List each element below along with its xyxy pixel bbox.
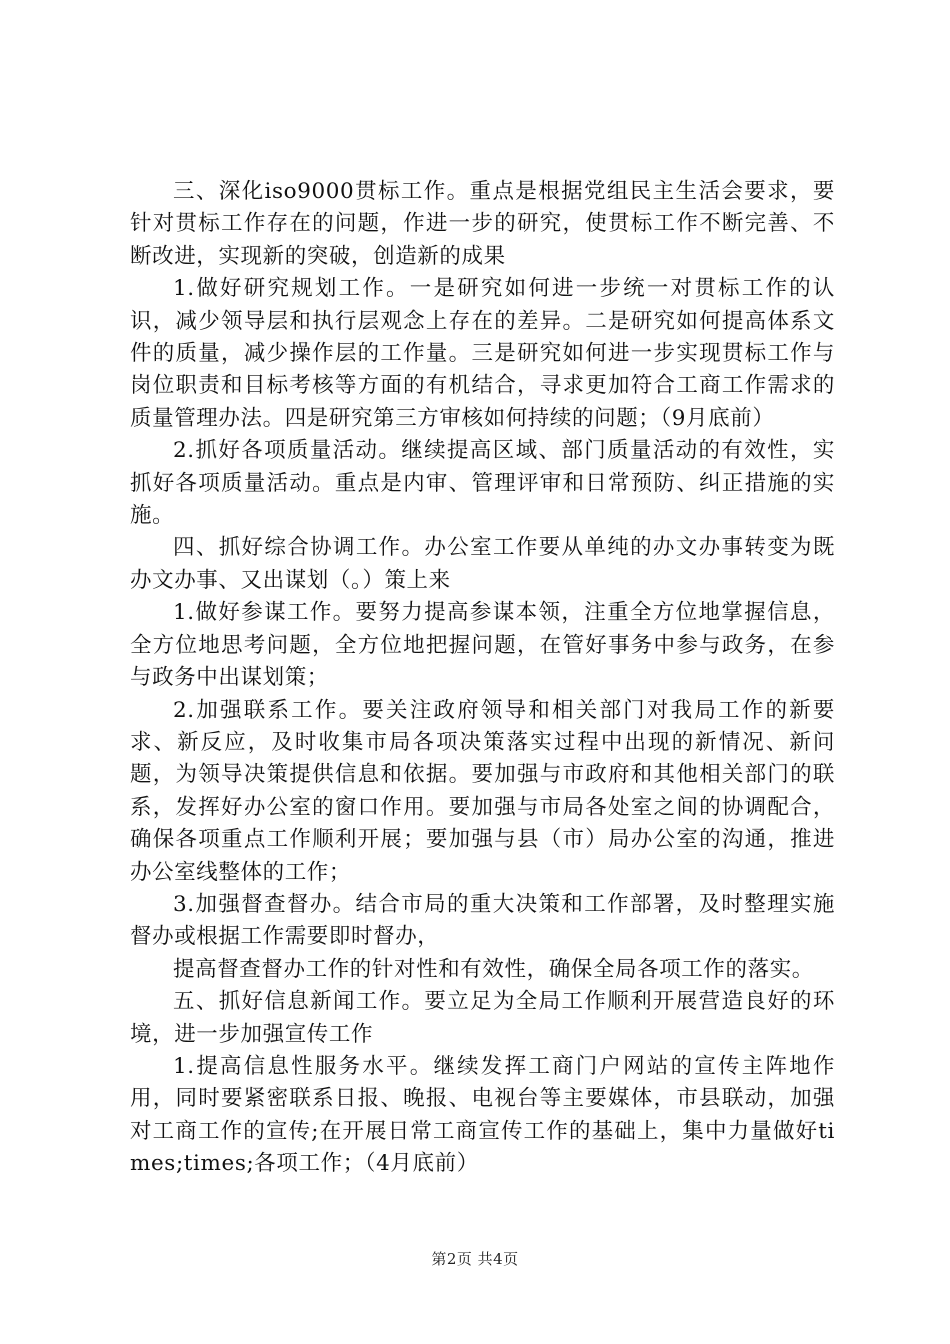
section-heading-5: 五、抓好信息新闻工作。要立足为全局工作顺利开展营造良好的环境，进一步加强宣传工作 [130, 989, 835, 1047]
list-item: 3.加强督查督办。结合市局的重大决策和工作部署，及时整理实施督办或根据工作需要即时督办， [130, 891, 835, 950]
list-item: 1.做好研究规划工作。一是研究如何进一步统一对贯标工作的认识，减少领导层和执行层观念上存在的差异。二是研究如何提高体系文件的质量，减少操作层的工作量。三是研究如何进一步实现贯标工作与岗位职责和目标考核等方面的有机结合，寻求更加符合工商工作需求的质量管理办法。四是研究第三方审核如何持续的问题；（9月底前） [130, 276, 835, 431]
list-item: 1.做好参谋工作。要努力提高参谋本领，注重全方位地掌握信息，全方位地思考问题，全方位地把握问题，在管好事务中参与政务，在参与政务中出谋划策； [130, 600, 835, 691]
section-heading-4: 四、抓好综合协调工作。办公室工作要从单纯的办文办事转变为既办文办事、又出谋划（。）策上来 [130, 535, 835, 593]
page-number: 第2页 共4页 [431, 1250, 519, 1268]
section-heading-3: 三、深化iso9000贯标工作。重点是根据党组民主生活会要求，要针对贯标工作存在的问题，作进一步的研究，使贯标工作不断完善、不断改进，实现新的突破，创造新的成果 [130, 179, 835, 269]
list-item: 2.加强联系工作。要关注政府领导和相关部门对我局工作的新要求、新反应，及时收集市局各项决策落实过程中出现的新情况、新问题，为领导决策提供信息和依据。要加强与市政府和其他相关部门的联系，发挥好办公室的窗口作用。要加强与市局各处室之间的协调配合，确保各项重点工作顺利开展；要加强与县（市）局办公室的沟通，推进办公室线整体的工作； [130, 697, 835, 885]
list-item: 2.抓好各项质量活动。继续提高区域、部门质量活动的有效性，实抓好各项质量活动。重点是内审、管理评审和日常预防、纠正措施的实施。 [130, 438, 835, 529]
page-footer [0, 1248, 950, 1269]
list-item: 1.提高信息性服务水平。继续发挥工商门户网站的宣传主阵地作用，同时要紧密联系日报、晚报、电视台等主要媒体，市县联动，加强对工商工作的宣传;在开展日常工商宣传工作的基础上，集中力量做好times;times;各项工作；（4月底前） [130, 1053, 835, 1177]
document-body [130, 176, 835, 1181]
paragraph-continuation: 提高督查督办工作的针对性和有效性，确保全局各项工作的落实。 [173, 956, 814, 982]
